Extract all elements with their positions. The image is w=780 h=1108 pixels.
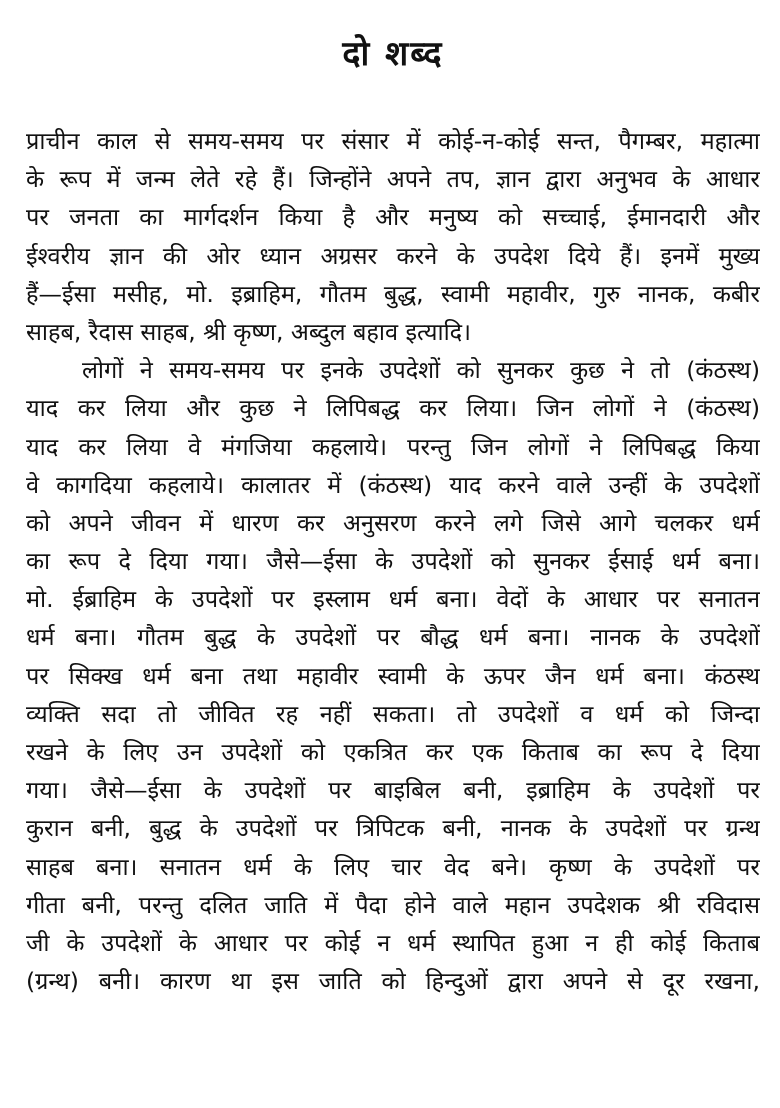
text-line: पर जनता का मार्गदर्शन किया है और मनुष्य को सच्चाई, ईमानदारी और xyxy=(26,203,760,232)
text-line: वे कागदिया कहलाये। कालातर में (कंठस्थ) याद करने वाले उन्हीं के उपदेशों xyxy=(26,470,760,499)
text-line: (ग्रन्थ) बनी। कारण था इस जाति को हिन्दुओं द्वारा अपने से दूर रखना, xyxy=(26,967,760,996)
text-line: कुरान बनी, बुद्ध के उपदेशों पर त्रिपिटक बनी, नानक के उपदेशों पर ग्रन्थ xyxy=(26,814,760,843)
text-line: का रूप दे दिया गया। जैसे—ईसा के उपदेशों को सुनकर ईसाई धर्म बना। xyxy=(26,547,760,576)
text-line: साहब, रैदास साहब, श्री कृष्ण, अब्दुल बहाव इत्यादि। xyxy=(26,317,472,346)
text-line: याद कर लिया वे मंगजिया कहलाये। परन्तु जिन लोगों ने लिपिबद्ध किया xyxy=(26,432,760,461)
text-line: ईश्वरीय ज्ञान की ओर ध्यान अग्रसर करने के उपदेश दिये हैं। इनमें मुख्य xyxy=(26,241,760,270)
text-line: जी के उपदेशों के आधार पर कोई न धर्म स्थापित हुआ न ही कोई किताब xyxy=(26,928,760,957)
text-line: रखने के लिए उन उपदेशों को एकत्रित कर एक किताब का रूप दे दिया xyxy=(26,738,760,766)
text-line: मो. ईब्राहिम के उपदेशों पर इस्लाम धर्म बना। वेदों के आधार पर सनातन xyxy=(26,585,760,614)
text-line: गया। जैसे—ईसा के उपदेशों पर बाइबिल बनी, इब्राहिम के उपदेशों पर xyxy=(26,776,760,805)
text-line: साहब बना। सनातन धर्म के लिए चार वेद बने। कृष्ण के उपदेशों पर xyxy=(26,852,760,881)
text-line: याद कर लिया और कुछ ने लिपिबद्ध कर लिया। जिन लोगों ने (कंठस्थ) xyxy=(26,394,760,423)
text-line: लोगों ने समय-समय पर इनके उपदेशों को सुनकर कुछ ने तो (कंठस्थ) xyxy=(82,356,760,385)
text-line: को अपने जीवन में धारण कर अनुसरण करने लगे जिसे आगे चलकर धर्म xyxy=(26,508,760,537)
text-line: हैं—ईसा मसीह, मो. इब्राहिम, गौतम बुद्ध, स्वामी महावीर, गुरु नानक, कबीर xyxy=(26,279,760,308)
text-line: के रूप में जन्म लेते रहे हैं। जिन्होंने अपने तप, ज्ञान द्वारा अनुभव के आधार xyxy=(26,165,760,194)
body-text xyxy=(26,122,760,1000)
text-line: पर सिक्ख धर्म बना तथा महावीर स्वामी के ऊपर जैन धर्म बना। कंठस्थ xyxy=(26,661,760,690)
text-line: प्राचीन काल से समय-समय पर संसार में कोई-न-कोई सन्त, पैगम्बर, महात्मा xyxy=(26,127,760,155)
page-title: दो शब्द xyxy=(342,34,444,74)
text-line: व्यक्ति सदा तो जीवित रह नहीं सकता। तो उपदेशों व धर्म को जिन्दा xyxy=(26,699,760,728)
text-line: गीता बनी, परन्तु दलित जाति में पैदा होने वाले महान उपदेशक श्री रविदास xyxy=(26,890,760,919)
text-line: धर्म बना। गौतम बुद्ध के उपदेशों पर बौद्ध धर्म बना। नानक के उपदेशों xyxy=(26,623,760,652)
